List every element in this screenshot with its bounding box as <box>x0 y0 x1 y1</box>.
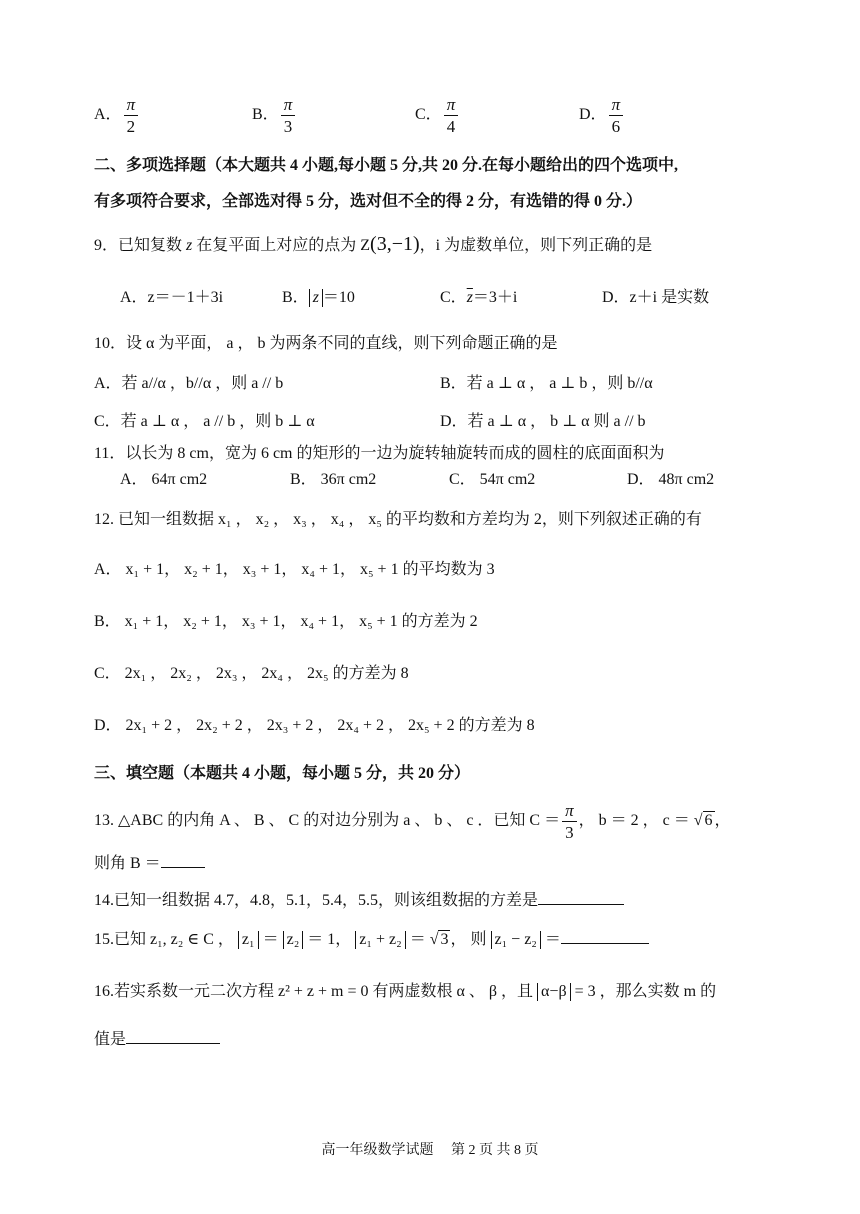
option-label: A． <box>94 106 122 124</box>
q11-option-a: A． 64π cm2 <box>120 471 208 488</box>
q16-stem: 16.若实系数一元二次方程 z² + z + m = 0 有两虚数根 α 、 β ，且 α−β = 3 ，那么实数 m 的 <box>94 983 717 1000</box>
q10-option-a: A．若 a//α ，b//α ，则 a // b <box>94 375 284 392</box>
q8-option-c <box>415 96 460 135</box>
q10-option-c: C．若 a ⊥ α ， a // b ，则 b ⊥ α <box>94 413 315 430</box>
fraction: $\frac{\pi}{2}$ <box>124 96 139 135</box>
q12-option-d: D． 2x₁ + 2 ， 2x₂ + 2 ， 2x₃ + 2 ， 2x₄ + 2 ， 2x₅ + 2 的方差为 8 <box>94 717 535 734</box>
q14-stem: 14.已知一组数据 4.7，4.8，5.1，5.4，5.5，则该组数据的方差是 <box>94 887 624 910</box>
q12-option-c: C． 2x₁ ， 2x₂ ， 2x₃ ， 2x₄ ， 2x₅ 的方差为 8 <box>94 665 409 682</box>
answer-blank[interactable] <box>126 1043 220 1044</box>
q9-option-c: C．$\overline{z}=3+i$ <box>440 289 518 306</box>
section2-heading-line1: 二、多项选择题（本大题共 4 小题,每小题 5 分,共 20 分.在每小题给出的四个选项中, <box>94 157 679 174</box>
q9-stem: 9．已知复数 z 在复平面上对应的点为 Z(3,−1)，i 为虚数单位，则下列正确的是 <box>94 233 653 255</box>
q15-stem: 15.已知 z₁, z₂ ∈ C ， z₁ ＝ z₂ ＝ 1， z₁ + z₂ ＝ √ 3 ， 则 z₁ − z₂ ＝ <box>94 926 649 949</box>
q13-line2: 则角 B ＝ <box>94 850 205 873</box>
q11-option-d: D． 48π cm2 <box>627 471 715 488</box>
option-label: D． <box>579 106 607 124</box>
q10-option-b: B．若 a ⊥ α ， a ⊥ b ，则 b//α <box>440 375 653 392</box>
answer-blank[interactable] <box>561 943 649 944</box>
q9-option-a: A．z＝－1＋3i <box>120 289 224 306</box>
q9-option-d: D．z＋i 是实数 <box>602 289 710 306</box>
answer-blank[interactable] <box>538 904 624 905</box>
q11-option-c: C． 54π cm2 <box>449 471 536 488</box>
q12-option-a: A． x₁ + 1， x₂ + 1， x₃ + 1， x₄ + 1， x₅ + 1 的平均数为 3 <box>94 561 495 578</box>
q8-option-b <box>252 96 297 135</box>
q13-stem: 13. △ABC 的内角 A 、 B 、 C 的对边分别为 a 、 b 、 c ．已知 C ＝ $\frac{\pi}{3}$ ， b ＝ 2 ， c ＝ √ 6 ， <box>94 801 731 842</box>
fraction: $\frac{\pi}{3}$ <box>281 96 296 135</box>
q12-stem: 12. 已知一组数据 x₁ ， x₂ ， x₃ ， x₄ ， x₅ 的平均数和方差均为 2，则下列叙述正确的有 <box>94 511 702 528</box>
fraction: $\frac{\pi}{6}$ <box>609 96 624 135</box>
q12-option-b: B． x₁ + 1， x₂ + 1， x₃ + 1， x₄ + 1， x₅ + 1 的方差为 2 <box>94 613 478 630</box>
q11-stem: 11．以长为 8 cm，宽为 6 cm 的矩形的一边为旋转轴旋转而成的圆柱的底面面积为 <box>94 445 665 462</box>
q8-option-d <box>579 96 625 135</box>
q8-option-a <box>94 96 140 135</box>
fraction: $\frac{\pi}{3}$ <box>562 802 577 841</box>
section3-heading: 三、填空题（本题共 4 小题，每小题 5 分，共 20 分） <box>94 765 471 782</box>
q10-option-d: D．若 a ⊥ α ， b ⊥ α 则 a // b <box>440 413 646 430</box>
q9-option-b: B． z ＝10 <box>282 289 355 306</box>
q10-stem: 10．设 α 为平面， a ， b 为两条不同的直线，则下列命题正确的是 <box>94 335 558 352</box>
page-footer: 高一年级数学试题 第 2 页 共 8 页 <box>321 1143 539 1158</box>
q16-line2: 值是 <box>94 1026 220 1049</box>
option-label: B． <box>252 106 279 124</box>
answer-blank[interactable] <box>161 867 205 868</box>
option-label: C． <box>415 106 442 124</box>
fraction: $\frac{\pi}{4}$ <box>444 96 459 135</box>
section2-heading-line2: 有多项符合要求，全部选对得 5 分，选对但不全的得 2 分，有选错的得 0 分.） <box>94 193 643 210</box>
q11-option-b: B． 36π cm2 <box>290 471 377 488</box>
